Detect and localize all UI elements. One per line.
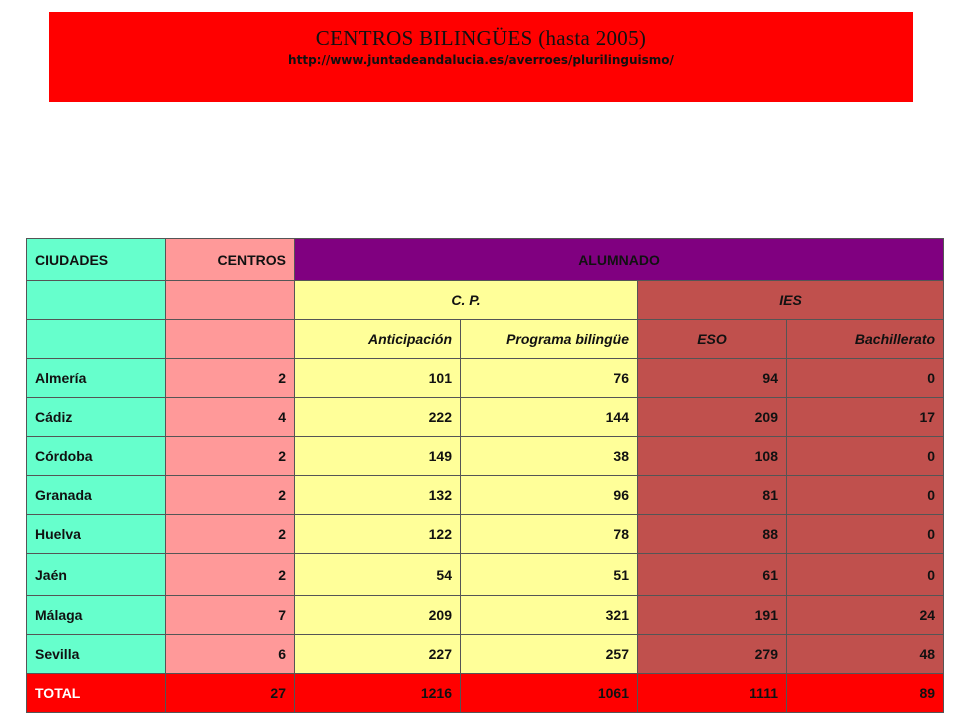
cell-centros: 2 [166,515,295,554]
cell-bachillerato: 0 [787,359,944,398]
header-empty-city-2 [27,320,166,359]
header-row-2 [27,281,944,320]
cell-anticipacion: 101 [295,359,461,398]
cell-anticipacion: 222 [295,398,461,437]
cell-city: Huelva [27,515,166,554]
header-empty-city [27,281,166,320]
cell-centros: 4 [166,398,295,437]
total-eso: 1111 [638,674,787,713]
cell-programa: 96 [461,476,638,515]
cell-centros: 6 [166,635,295,674]
cell-anticipacion: 149 [295,437,461,476]
header-cp: C. P. [295,281,638,320]
page-title: CENTROS BILINGÜES (hasta 2005) [315,26,647,50]
header-bachillerato: Bachillerato [787,320,944,359]
table-row [27,635,944,674]
cell-anticipacion: 209 [295,596,461,635]
cell-bachillerato: 0 [787,554,944,596]
cell-programa: 51 [461,554,638,596]
cell-eso: 191 [638,596,787,635]
cell-bachillerato: 0 [787,476,944,515]
cell-anticipacion: 122 [295,515,461,554]
total-bachillerato: 89 [787,674,944,713]
cell-eso: 279 [638,635,787,674]
header-programa: Programa bilingüe [461,320,638,359]
table-row [27,359,944,398]
total-centros: 27 [166,674,295,713]
cell-anticipacion: 54 [295,554,461,596]
cell-centros: 2 [166,437,295,476]
table-row [27,476,944,515]
header-anticipacion: Anticipación [295,320,461,359]
cell-city: Cádiz [27,398,166,437]
cell-centros: 2 [166,554,295,596]
header-ciudades: CIUDADES [27,239,166,281]
cell-centros: 2 [166,359,295,398]
cell-eso: 108 [638,437,787,476]
total-anticipacion: 1216 [295,674,461,713]
cell-city: Sevilla [27,635,166,674]
cell-centros: 2 [166,476,295,515]
bilingual-centers-table [26,238,944,713]
cell-anticipacion: 227 [295,635,461,674]
header-alumnado: ALUMNADO [295,239,944,281]
source-url: http://www.juntadeandalucia.es/averroes/plurilinguismo/ [288,53,674,67]
cell-programa: 76 [461,359,638,398]
cell-city: Córdoba [27,437,166,476]
header-row-1 [27,239,944,281]
cell-city: Málaga [27,596,166,635]
total-row [27,674,944,713]
cell-eso: 61 [638,554,787,596]
cell-bachillerato: 17 [787,398,944,437]
table-row [27,554,944,596]
table-row [27,515,944,554]
cell-bachillerato: 48 [787,635,944,674]
table-row [27,398,944,437]
cell-bachillerato: 0 [787,437,944,476]
cell-anticipacion: 132 [295,476,461,515]
header-eso: ESO [638,320,787,359]
table-row [27,596,944,635]
title-banner [49,12,913,102]
cell-city: Granada [27,476,166,515]
header-empty-centros-2 [166,320,295,359]
cell-city: Almería [27,359,166,398]
cell-eso: 81 [638,476,787,515]
table-row [27,437,944,476]
header-ies: IES [638,281,944,320]
cell-centros: 7 [166,596,295,635]
total-label: TOTAL [27,674,166,713]
cell-programa: 78 [461,515,638,554]
cell-eso: 94 [638,359,787,398]
cell-eso: 209 [638,398,787,437]
cell-city: Jaén [27,554,166,596]
header-centros: CENTROS [166,239,295,281]
cell-programa: 321 [461,596,638,635]
cell-bachillerato: 0 [787,515,944,554]
header-empty-centros [166,281,295,320]
cell-programa: 257 [461,635,638,674]
header-row-3 [27,320,944,359]
cell-programa: 38 [461,437,638,476]
cell-bachillerato: 24 [787,596,944,635]
cell-eso: 88 [638,515,787,554]
total-programa: 1061 [461,674,638,713]
cell-programa: 144 [461,398,638,437]
